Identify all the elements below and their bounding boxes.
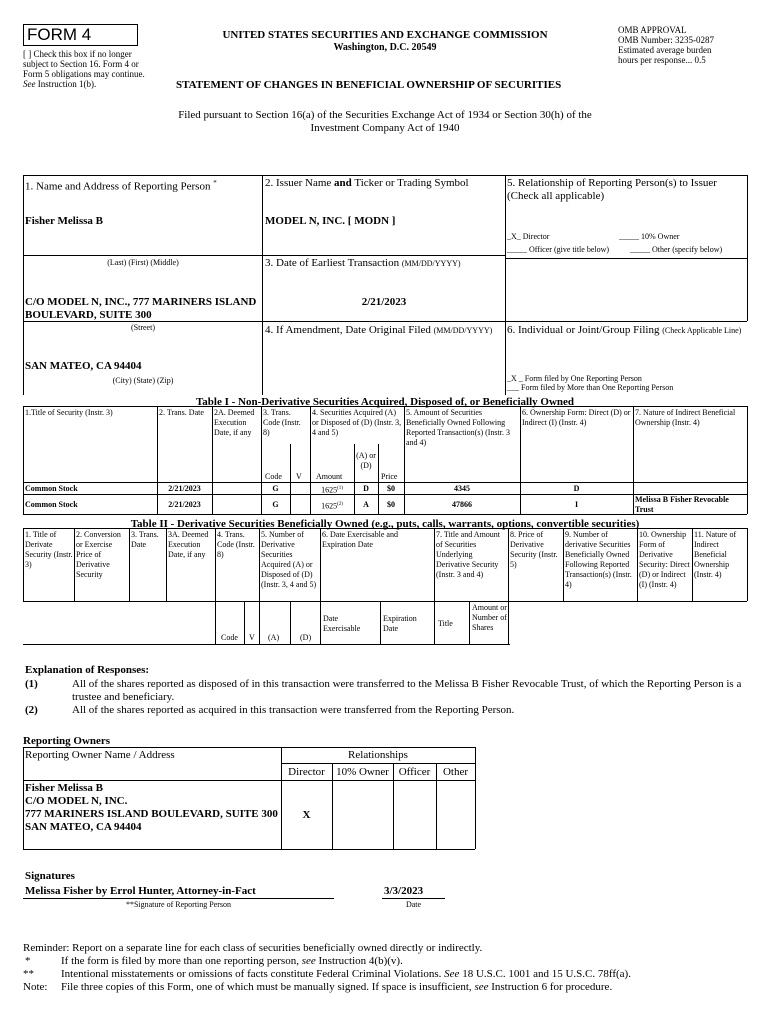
t2-sub-title: Title [438, 619, 453, 628]
officer-check[interactable]: _____ Officer (give title below) [507, 245, 610, 254]
address-line-1: C/O MODEL N, INC., 777 MARINERS ISLAND [25, 296, 257, 308]
t1-h-code: 3. Trans. Code (Instr. 8) [263, 408, 301, 437]
t1-r2-ad: A [363, 500, 369, 509]
address-line-2: BOULEVARD, SUITE 300 [25, 309, 152, 321]
col-other: Other [442, 766, 469, 778]
earliest-transaction-date: 2/21/2023 [361, 296, 407, 308]
box5-label: 5. Relationship of Reporting Person(s) to Issuer (Check all applicable) [507, 177, 717, 202]
city-sublabel: (City) (State) (Zip) [112, 376, 174, 385]
t1-r1-owned: 4345 [454, 484, 470, 493]
t1-r1-title: Common Stock [25, 484, 78, 493]
t1-h-deemed: 2A. Deemed Execution Date, if any [214, 408, 255, 437]
relationships-header: Relationships [348, 749, 408, 761]
date-label: Date [405, 900, 422, 909]
filing-option-more[interactable]: ___ Form filed by More than One Reporting Person [507, 383, 674, 392]
t1-r2-price: $0 [387, 500, 395, 509]
t1-sub-amount: Amount [316, 472, 343, 481]
t2-sub-d: (D) [300, 633, 312, 642]
footnote-1-num: (1) [25, 678, 38, 690]
table1-title: Table I - Non-Derivative Securities Acquired, Disposed of, or Beneficially Owned [195, 396, 575, 408]
t1-sub-price: Price [381, 472, 398, 481]
no-longer-subject-note: [ ] Check this box if no longer subject to Section 16. Form 4 or Form 5 obligations may continue. See Instruction 1(b). [23, 49, 145, 89]
owner-name: Fisher Melissa B C/O MODEL N, INC. 777 MARINERS ISLAND BOULEVARD, SUITE 300 SAN MATEO, CA 94404 [25, 782, 278, 833]
t2-h-nature: 11. Nature of Indirect Beneficial Ownership (Instr. 4) [694, 530, 737, 579]
statement-title: STATEMENT OF CHANGES IN BENEFICIAL OWNERSHIP OF SECURITIES [176, 79, 562, 91]
t2-h-number: 5. Number of Derivative Securities Acquired (A) or Disposed of (D) (Instr. 3, 4 and 5) [261, 530, 317, 589]
footer-note: Note: [23, 981, 48, 993]
t1-r2-title: Common Stock [25, 500, 78, 509]
t2-sub-amount: Amount or Number of Shares [472, 603, 507, 632]
t2-h-form: 10. Ownership Form of Derivative Security: Direct (D) or Indirect (I) (Instr. 4) [639, 530, 690, 589]
signatures-title: Signatures [25, 870, 75, 882]
box4-label: 4. If Amendment, Date Original Filed (MM/DD/YYYY) [265, 324, 493, 336]
signer: Melissa Fisher by Errol Hunter, Attorney-in-Fact [25, 885, 256, 897]
t1-sub-ad: (A) or (D) [356, 451, 376, 470]
t2-h-conversion: 2. Conversion or Exercise Price of Derivative Security [76, 530, 121, 579]
box3-label: 3. Date of Earliest Transaction (MM/DD/YYYY) [265, 257, 461, 269]
footnote-1-text: All of the shares reported as disposed of in this transaction were transferred to the Melissa B Fisher Revocable Trust, of which the Reporting Person is a trustee and beneficiary. [72, 678, 742, 703]
t2-h-date: 3. Trans. Date [131, 530, 159, 549]
footer-star-text: If the form is filed by more than one reporting person, see Instruction 4(b)(v). [61, 955, 403, 967]
filed-pursuant-1: Filed pursuant to Section 16(a) of the Securities Exchange Act of 1934 or Section 30(h) of the [178, 109, 592, 121]
col-officer: Officer [398, 766, 431, 778]
t2-h-title: 1. Title of Derivate Security (Instr. 3) [25, 530, 73, 569]
t1-r1-ad: D [363, 484, 369, 493]
table2-title: Table II - Derivative Securities Beneficially Owned (e.g., puts, calls, warrants, options, convertible securities) [130, 518, 640, 530]
t1-h-acquired: 4. Securities Acquired (A) or Disposed of (D) (Instr. 3, 4 and 5) [312, 408, 402, 437]
ten-percent-owner-check[interactable]: _____ 10% Owner [619, 232, 680, 241]
omb-approval: OMB APPROVAL OMB Number: 3235-0287 Estimated average burden hours per response... 0.5 [618, 25, 714, 65]
t1-sub-v: V [296, 472, 302, 481]
t2-h-price: 8. Price of Derivative Security (Instr. 5) [510, 530, 558, 569]
check-box[interactable]: [ ] [23, 49, 32, 59]
form-title: FORM 4 [27, 25, 92, 44]
box6-label: 6. Individual or Joint/Group Filing (Check Applicable Line) [507, 324, 742, 336]
name-sublabel: (Last) (First) (Middle) [107, 258, 179, 267]
t2-sub-v: V [249, 633, 255, 642]
t2-h-owned: 9. Number of derivative Securities Beneficially Owned Following Reported Transaction(s) (Instr. 4) [565, 530, 632, 589]
footnote-2-text: All of the shares reported as acquired in this transaction were transferred from the Reporting Person. [72, 704, 515, 716]
reminder: Reminder: Report on a separate line for each class of securities beneficially owned directly or indirectly. [23, 942, 483, 954]
filed-pursuant-2: Investment Company Act of 1940 [310, 122, 460, 134]
street-sublabel: (Street) [131, 323, 155, 332]
col-ten-percent: 10% Owner [336, 766, 389, 778]
owner-name-header: Reporting Owner Name / Address [25, 749, 175, 761]
footer-dstar-text: Intentional misstatements or omissions of facts constitute Federal Criminal Violations. See 18 U.S.C. 1001 and 15 U.S.C. 78ff(a). [61, 968, 631, 980]
t1-r1-price: $0 [387, 484, 395, 493]
t1-r1-code: G [272, 484, 279, 493]
footnote-2-num: (2) [25, 704, 38, 716]
t2-sub-code: Code [221, 633, 238, 642]
issuer-name: MODEL N, INC. [ MODN ] [265, 215, 396, 227]
footer-star: * [25, 955, 31, 967]
footer-dstar: ** [23, 968, 34, 980]
t1-r1-date: 2/21/2023 [168, 484, 201, 493]
t1-r1-amount: 1625$^{(1)}$ [321, 485, 343, 495]
director-mark: X [302, 809, 311, 821]
t1-r1-form: D [573, 484, 580, 493]
director-check[interactable]: _X_ Director [507, 232, 550, 241]
t2-sub-exp: Expiration Date [383, 614, 417, 633]
t1-h-form: 6. Ownership Form: Direct (D) or Indirect (I) (Instr. 4) [522, 408, 631, 427]
t1-r2-nature: Melissa B Fisher Revocable Trust [635, 495, 729, 514]
other-check[interactable]: _____ Other (specify below) [630, 245, 723, 254]
t1-r2-date: 2/21/2023 [168, 500, 201, 509]
t1-sub-code: Code [265, 472, 282, 481]
signature-date: 3/3/2023 [384, 885, 424, 897]
box2-label: 2. Issuer Name and Ticker or Trading Symbol [265, 177, 469, 189]
t1-r2-owned: 47866 [452, 500, 472, 509]
t1-h-owned: 5. Amount of Securities Beneficially Owned Following Reported Transaction(s) (Instr. 3 and 4) [406, 408, 510, 447]
footer-note-text: File three copies of this Form, one of which must be manually signed. If space is insufficient, see Instruction 6 for procedure. [61, 981, 613, 993]
city-line: SAN MATEO, CA 94404 [25, 360, 142, 372]
reporting-owners-title: Reporting Owners [23, 735, 111, 747]
t2-sub-a: (A) [268, 633, 280, 642]
signature-label: **Signature of Reporting Person [125, 900, 232, 909]
t1-h-date: 2. Trans. Date [159, 408, 204, 417]
t1-r2-code: G [272, 500, 279, 509]
sec-city: Washington, D.C. 20549 [333, 42, 437, 53]
box1-label: 1. Name and Address of Reporting Person * [25, 179, 217, 193]
t2-h-exercisable: 6. Date Exercisable and Expiration Date [322, 530, 398, 549]
t2-h-deemed: 3A. Deemed Execution Date, if any [168, 530, 209, 559]
t2-h-underlying: 7. Title and Amount of Securities Underlying Derivative Security (Instr. 3 and 4) [436, 530, 501, 579]
t1-r2-amount: 1625$^{(2)}$ [321, 501, 343, 511]
t2-h-code: 4. Trans. Code (Instr. 8) [217, 530, 255, 559]
t1-r2-form: I [574, 500, 579, 509]
t1-h-nature: 7. Nature of Indirect Beneficial Ownership (Instr. 4) [635, 408, 736, 427]
t1-h-title: 1.Title of Security (Instr. 3) [25, 408, 113, 417]
t2-sub-date-ex: Date Exercisable [323, 614, 361, 633]
explanation-title: Explanation of Responses: [25, 664, 150, 676]
filing-option-one[interactable]: _X _ Form filed by One Reporting Person [507, 374, 642, 383]
col-director: Director [288, 766, 325, 778]
reporting-person-name: Fisher Melissa B [25, 215, 104, 227]
sec-name: UNITED STATES SECURITIES AND EXCHANGE COMMISSION [222, 29, 548, 41]
